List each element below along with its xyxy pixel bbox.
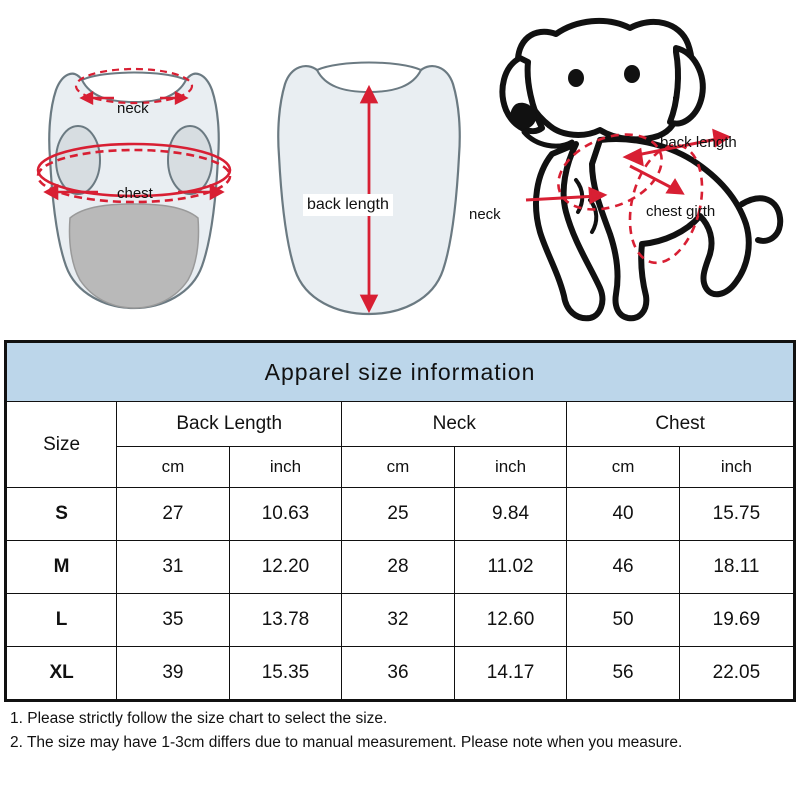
unit-chest-inch: inch (679, 447, 793, 488)
unit-chest-cm: cm (567, 447, 680, 488)
unit-back-inch: inch (229, 447, 342, 488)
row-back-inch: 13.78 (229, 594, 342, 647)
header-back-length: Back Length (117, 402, 342, 447)
dog-back-length-label: back length (660, 134, 737, 151)
table-row (7, 594, 794, 647)
row-neck-cm: 25 (342, 488, 455, 541)
row-neck-cm: 36 (342, 647, 455, 700)
right-sleeve (168, 126, 212, 194)
row-chest-inch: 18.11 (679, 541, 793, 594)
row-neck-inch: 9.84 (454, 488, 567, 541)
row-chest-inch: 19.69 (679, 594, 793, 647)
unit-back-cm: cm (117, 447, 230, 488)
row-back-inch: 10.63 (229, 488, 342, 541)
front-view-diagram (10, 8, 260, 338)
row-chest-inch: 15.75 (679, 488, 793, 541)
row-back-cm: 35 (117, 594, 230, 647)
note-line-2: 2. The size may have 1-3cm differs due to manual measurement. Please note when you measure. (10, 734, 683, 752)
row-back-cm: 39 (117, 647, 230, 700)
row-neck-cm: 32 (342, 594, 455, 647)
table-title-row (7, 343, 794, 402)
header-neck: Neck (342, 402, 567, 447)
row-back-inch: 12.20 (229, 541, 342, 594)
row-neck-cm: 28 (342, 541, 455, 594)
row-size: XL (7, 647, 117, 700)
row-back-cm: 31 (117, 541, 230, 594)
front-neck-label: neck (117, 100, 149, 117)
dog-neck-label: neck (469, 206, 501, 223)
header-chest: Chest (567, 402, 794, 447)
size-table-wrapper (4, 340, 796, 702)
table-title: Apparel size information (7, 343, 794, 402)
dog-right-ear (670, 48, 703, 124)
row-size: M (7, 541, 117, 594)
row-neck-inch: 14.17 (454, 647, 567, 700)
row-neck-inch: 12.60 (454, 594, 567, 647)
table-row (7, 647, 794, 700)
header-size: Size (7, 402, 117, 488)
row-chest-cm: 46 (567, 541, 680, 594)
dog-illustration (480, 4, 800, 334)
size-table (6, 342, 794, 700)
dog-head (518, 21, 692, 139)
dog-right-eye (624, 65, 640, 83)
back-view-diagram (255, 8, 485, 338)
row-chest-cm: 50 (567, 594, 680, 647)
left-sleeve (56, 126, 100, 194)
front-chest-label: chest (117, 185, 153, 202)
dog-body (592, 139, 749, 318)
row-size: S (7, 488, 117, 541)
dog-left-eye (568, 69, 584, 87)
dog-chest-girth-label: chest girth (646, 203, 716, 220)
table-row (7, 541, 794, 594)
table-row (7, 488, 794, 541)
table-group-header-row (7, 402, 794, 447)
illustration-area (0, 0, 800, 340)
row-chest-cm: 40 (567, 488, 680, 541)
table-unit-header-row (7, 447, 794, 488)
row-chest-inch: 22.05 (679, 647, 793, 700)
row-chest-cm: 56 (567, 647, 680, 700)
unit-neck-inch: inch (454, 447, 567, 488)
notes-section (4, 703, 796, 755)
back-length-label: back length (303, 194, 393, 216)
row-neck-inch: 11.02 (454, 541, 567, 594)
unit-neck-cm: cm (342, 447, 455, 488)
row-size: L (7, 594, 117, 647)
row-back-cm: 27 (117, 488, 230, 541)
note-line-1: 1. Please strictly follow the size chart to select the size. (10, 710, 388, 727)
row-back-inch: 15.35 (229, 647, 342, 700)
